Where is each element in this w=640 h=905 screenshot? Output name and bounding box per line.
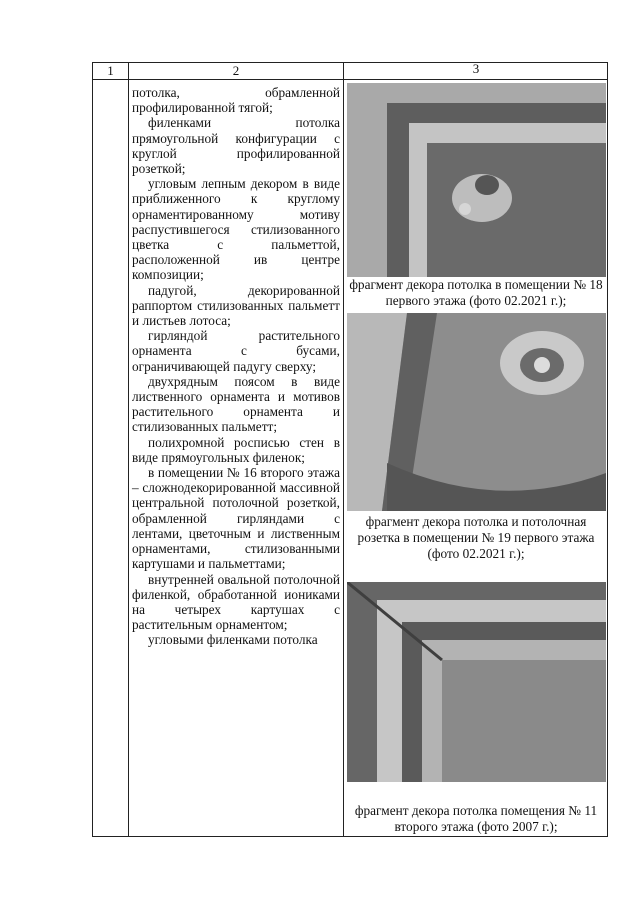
header-divider xyxy=(93,79,607,80)
text-paragraph: угловым лепным декором в виде приближенного к круглому орнаментированному мотиву распустившегося стилизованного цветка с пальметтой, расположенной ив центре композиции; xyxy=(132,176,340,283)
text-paragraph: угловыми филенками потолка xyxy=(148,632,318,648)
text-paragraph: падугой, декорированной раппортом стилизованных пальметт и листьев лотоса; xyxy=(132,282,340,329)
ceiling-photo-room-11 xyxy=(347,582,606,782)
text-paragraph: гирляндой растительного орнамента с бусами, ограничивающей падугу сверху; xyxy=(132,328,340,374)
photo-caption-1: фрагмент декора потолка в помещении № 18 первого этажа (фото 02.2021 г.); xyxy=(349,277,603,308)
column-header-3: 3 xyxy=(472,61,480,76)
ceiling-photo-room-19 xyxy=(347,313,606,511)
column-header-2: 2 xyxy=(232,63,240,78)
text-paragraph: внутренней овальной потолочной филенкой, обработанной иониками на четырех картушах с растительным орнаментом; xyxy=(132,571,340,633)
document-table xyxy=(92,62,608,837)
photo-caption-2: фрагмент декора потолка и потолочная розетка в помещении № 19 первого этажа (фото 02.2021 г.); xyxy=(357,514,595,561)
text-paragraph: в помещении № 16 второго этажа – сложнодекорированной массивной центральной потолочной розеткой, обрамленной гирляндами с лентами, цветочным и лиственным орнаментами, стилизованными картушами и пальметтами; xyxy=(132,465,340,572)
text-paragraph: полихромной росписью стен в виде прямоугольных филенок; xyxy=(132,434,340,465)
text-paragraph: двухрядным поясом в виде лиственного орнамента и мотивов растительного орнамента и стилизованных пальметт; xyxy=(132,373,340,435)
text-paragraph: потолка, обрамленной профилированной тягой; xyxy=(132,85,340,116)
column-header-1: 1 xyxy=(107,63,114,78)
column-divider xyxy=(128,63,129,836)
ceiling-photo-room-18 xyxy=(347,83,606,277)
description-text xyxy=(132,85,340,648)
column-divider xyxy=(343,63,344,836)
photo-caption-3: фрагмент декора потолка помещения № 11 второго этажа (фото 2007 г.); xyxy=(354,803,598,834)
text-paragraph: филенками потолка прямоугольной конфигурации с круглой профилированной розеткой; xyxy=(132,115,340,177)
